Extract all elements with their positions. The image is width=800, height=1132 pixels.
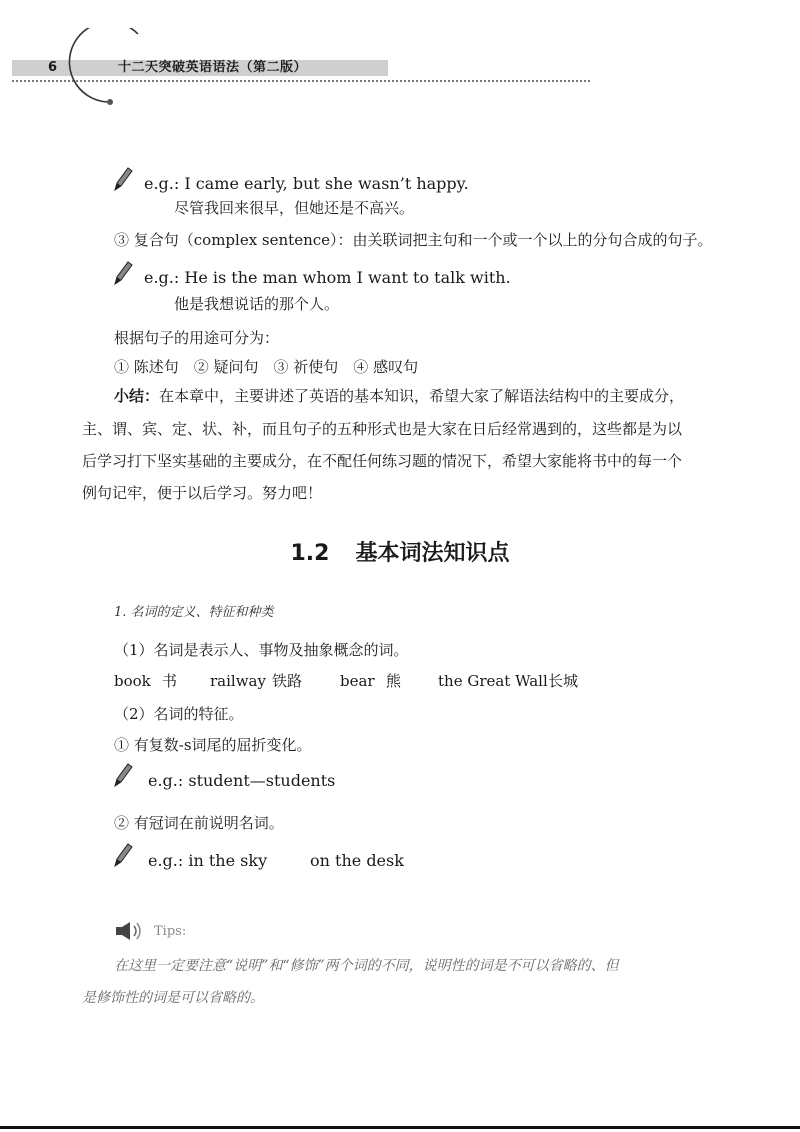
word-en: the Great Wall [438, 672, 548, 690]
example-4b: on the desk [310, 851, 404, 870]
purpose-intro: 根据句子的用途可分为： [114, 329, 280, 347]
summary-line-2: 主、谓、宾、定、状、补，而且句子的五种形式也是大家在日后经常遇到的，这些都是为以 [82, 420, 683, 438]
tips-line-1: 在这里一定要注意“说明”和“修饰”两个词的不同，说明性的词是不可以省略的、但 [114, 958, 619, 974]
pencil-icon [112, 842, 134, 868]
feature-article: ② 有冠词在前说明名词。 [114, 814, 284, 832]
sentence-types-list: ① 陈述句 ② 疑问句 ③ 祈使句 ④ 感叹句 [114, 358, 419, 376]
word-cn: 书 [162, 672, 178, 690]
example-4a: e.g.: in the sky [148, 851, 268, 870]
page-number: 6 [48, 60, 58, 75]
noun-definition: （1）名词是表示人、事物及抽象概念的词。 [114, 641, 409, 659]
summary-text-1: 在本章中，主要讲述了英语的基本知识，希望大家了解语法结构中的主要成分， [159, 387, 685, 405]
section-number: 1.2 [290, 541, 330, 566]
tips-line-2: 是修饰性的词是可以省略的。 [82, 990, 264, 1006]
pencil-icon [112, 166, 134, 192]
example-1-english: e.g.: I came early, but she wasn’t happy. [144, 174, 469, 193]
pencil-icon [112, 260, 134, 286]
summary-line-3: 后学习打下坚实基础的主要成分，在不配任何练习题的情况下，希望大家能将书中的每一个 [82, 452, 683, 470]
word-en: bear [340, 672, 375, 690]
section-title: 基本词法知识点 [355, 541, 510, 566]
example-1-chinese: 尽管我回来很早，但她还是不高兴。 [174, 199, 415, 217]
summary-label: 小结： [114, 387, 160, 405]
summary-line-4: 例句记牢，便于以后学习。努力吧！ [82, 484, 323, 502]
word-en: railway [210, 672, 266, 690]
word-en: book [114, 672, 151, 690]
example-2-english: e.g.: He is the man whom I want to talk with. [144, 268, 511, 287]
section-heading [0, 539, 800, 569]
example-2-chinese: 他是我想说话的那个人。 [174, 295, 340, 313]
speaker-icon [114, 920, 144, 942]
word-cn: 长城 [548, 672, 579, 690]
feature-plural: ① 有复数-s词尾的屈折变化。 [114, 736, 312, 754]
example-3: e.g.: student—students [148, 771, 336, 790]
nouns-heading: 1. 名词的定义、特征和种类 [114, 605, 274, 620]
word-cn: 熊 [386, 672, 402, 690]
noun-feature-heading: （2）名词的特征。 [114, 705, 244, 723]
tips-label: Tips: [154, 924, 187, 939]
noun-examples-row [114, 671, 578, 691]
summary-line-1 [114, 386, 684, 406]
pencil-icon [112, 762, 134, 788]
book-title: 十二天突破英语语法（第二版） [118, 60, 308, 75]
complex-sentence-item: ③ 复合句（complex sentence）：由关联词把主句和一个或一个以上的分句合成的句子。 [114, 231, 713, 249]
word-cn: 铁路 [272, 672, 303, 690]
bottom-rule [0, 1126, 800, 1129]
